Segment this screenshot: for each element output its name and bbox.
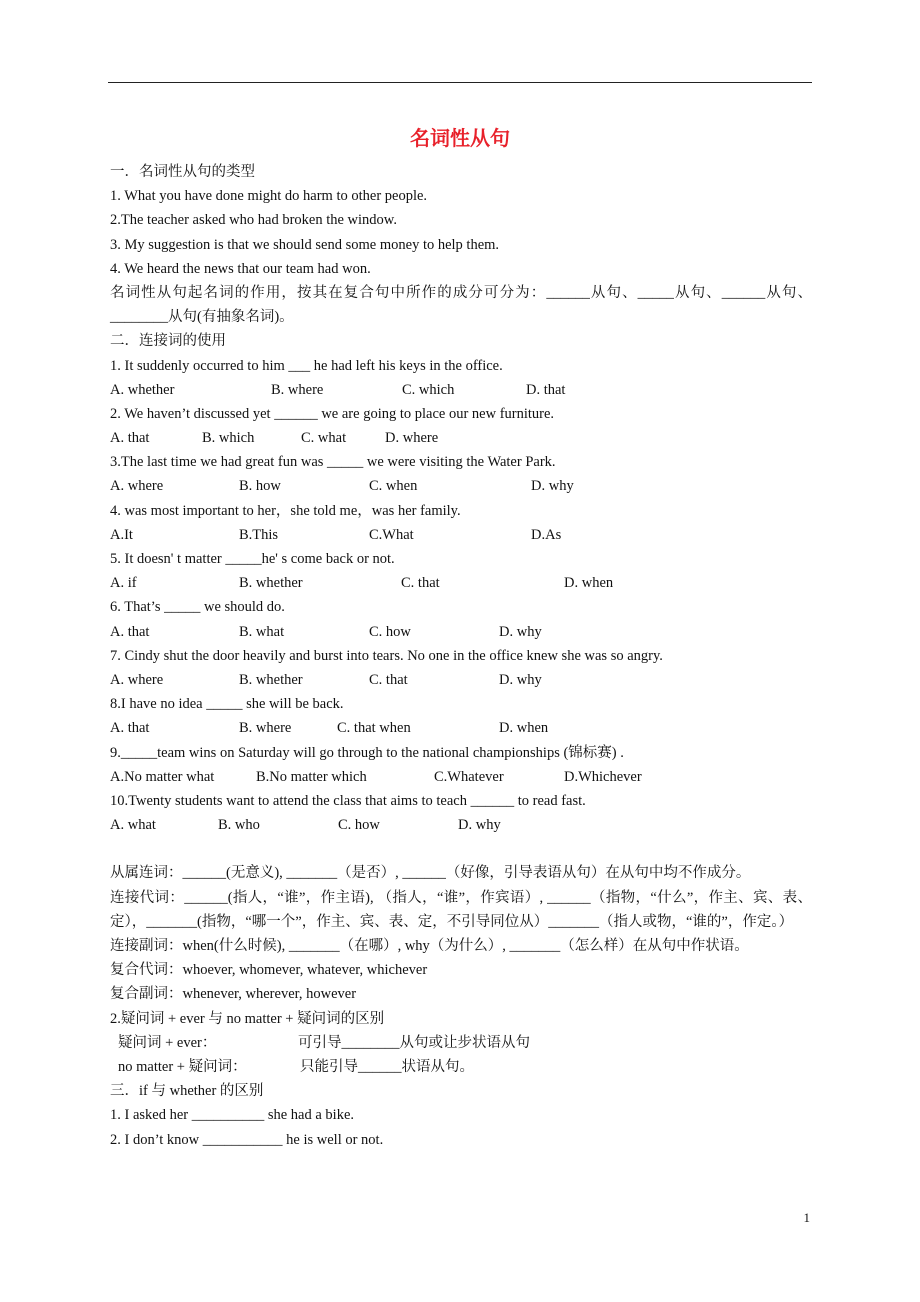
difference-row: [110, 1031, 812, 1055]
option-c: C.What: [369, 526, 414, 543]
option-b: B. whether: [239, 575, 303, 592]
question-3-options: [110, 474, 812, 498]
note-difference-title: 2.疑问词 + ever 与 no matter + 疑问词的区别: [110, 1010, 385, 1027]
question-7-options: [110, 668, 812, 692]
question-10: 10.Twenty students want to attend the class that aims to teach ______ to read fast.: [110, 792, 586, 809]
question-5-options: [110, 571, 812, 595]
example-sentence: 2.The teacher asked who had broken the window.: [110, 212, 397, 229]
option-d: D. when: [499, 720, 549, 737]
question-4: 4. was most important to her，she told me，was her family.: [110, 502, 461, 519]
option-b: B. how: [239, 478, 281, 495]
question-2-options: [110, 426, 812, 450]
option-c: C. how: [338, 817, 380, 834]
example-sentence: 4. We heard the news that our team had won.: [110, 260, 371, 277]
question-6-options: [110, 620, 812, 644]
difference-label: no matter + 疑问词：: [118, 1059, 247, 1076]
difference-text: 只能引导______状语从句。: [300, 1059, 474, 1076]
question-9-options: [110, 765, 812, 789]
option-d: D. why: [531, 478, 574, 495]
section-heading-types: 一．名词性从句的类型: [110, 164, 255, 180]
option-a: A. that: [110, 430, 150, 447]
question-8-options: [110, 716, 812, 740]
option-d: D.As: [531, 526, 562, 543]
option-c: C. when: [369, 478, 418, 495]
option-a: A. where: [110, 478, 164, 495]
note-compound-pronouns: 复合代词：whoever, whomever, whatever, whichever: [110, 962, 428, 979]
note-conjunctions: 从属连词：______(无意义), _______（是否）, ______（好像，引导表语从句）在从句中均不作成分。: [110, 865, 751, 882]
question-8: 8.I have no idea _____ she will be back.: [110, 696, 344, 713]
question-5: 5. It doesn' t matter _____he' s come back or not.: [110, 551, 395, 568]
option-a: A.It: [110, 526, 133, 543]
option-d: D. why: [499, 623, 542, 640]
difference-text: 可引导________从句或让步状语从句: [298, 1034, 530, 1051]
page-number: 1: [803, 1210, 810, 1225]
spacer: [110, 837, 812, 861]
question-4-options: [110, 523, 812, 547]
question-10-options: [110, 813, 812, 837]
option-a: A. what: [110, 817, 156, 834]
option-d: D. when: [564, 575, 614, 592]
section-heading-connectives: 二．连接词的使用: [110, 333, 226, 350]
question-6: 6. That’s _____ we should do.: [110, 599, 285, 616]
difference-row: [110, 1055, 812, 1079]
option-b: B.This: [239, 526, 279, 543]
question-2: 2. We haven’t discussed yet ______ we are going to place our new furniture.: [110, 405, 555, 422]
option-a: A.No matter what: [110, 768, 215, 785]
option-a: A. if: [110, 575, 137, 592]
option-a: A. whether: [110, 381, 175, 398]
difference-label: 疑问词 + ever：: [118, 1034, 217, 1051]
question-1-options: [110, 378, 812, 402]
option-c: C. that: [369, 671, 408, 688]
option-c: C. that: [401, 575, 440, 592]
page-title: 名词性从句: [410, 128, 510, 150]
option-b: B. who: [218, 817, 260, 834]
header-rule: [108, 82, 812, 83]
types-summary: 名词性从句起名词的作用，按其在复合句中所作的成分可分为：______从句、_____从句、______从句、________从句(有抽象名词)。: [110, 284, 812, 326]
question-9: 9._____team wins on Saturday will go through to the national championships (锦标赛) .: [110, 744, 624, 761]
question-7: 7. Cindy shut the door heavily and burst into tears. No one in the office knew she was so angry.: [110, 647, 663, 664]
example-sentence: 3. My suggestion is that we should send some money to help them.: [110, 236, 500, 253]
option-a: A. that: [110, 720, 150, 737]
question-3: 3.The last time we had great fun was _____ we were visiting the Water Park.: [110, 454, 556, 471]
question-1: 1. It suddenly occurred to him ___ he had left his keys in the office.: [110, 357, 503, 374]
option-a: A. where: [110, 671, 164, 688]
option-c: C. what: [301, 430, 347, 447]
note-pronouns: 连接代词：______(指人，“谁”，作主语), （指人，“谁”，作宾语）, ______（指物，“什么”，作主、宾、表、定），_______(指物，“哪一个”，作主、宾、表、定，不引导同位从）_______（指人或物，“谁的”，作定。）: [110, 889, 812, 930]
section-heading-if-whether: 三．if 与 whether 的区别: [110, 1083, 264, 1100]
option-b: B. which: [202, 430, 255, 447]
example-sentence: 1. What you have done might do harm to other people.: [110, 188, 428, 205]
exercise-item: 2. I don’t know ___________ he is well or not.: [110, 1131, 384, 1148]
option-b: B. where: [271, 381, 324, 398]
option-b: B. where: [239, 720, 292, 737]
option-d: D. why: [499, 671, 542, 688]
option-c: C. how: [369, 623, 411, 640]
option-c: C. that when: [337, 720, 411, 737]
exercise-item: 1. I asked her __________ she had a bike.: [110, 1107, 355, 1124]
option-c: C.Whatever: [434, 768, 504, 785]
option-c: C. which: [402, 381, 455, 398]
option-d: D. why: [458, 817, 501, 834]
option-b: B. whether: [239, 671, 303, 688]
document-body: [110, 160, 812, 1152]
option-a: A. that: [110, 623, 150, 640]
option-d: D. where: [385, 430, 439, 447]
note-adverbs: 连接副词：when(什么时候), _______（在哪）, why（为什么）, _______（怎么样）在从句中作状语。: [110, 938, 749, 955]
option-b: B.No matter which: [256, 768, 367, 785]
option-d: D.Whichever: [564, 768, 642, 785]
option-d: D. that: [526, 381, 566, 398]
option-b: B. what: [239, 623, 285, 640]
note-compound-adverbs: 复合副词：whenever, wherever, however: [110, 986, 357, 1003]
